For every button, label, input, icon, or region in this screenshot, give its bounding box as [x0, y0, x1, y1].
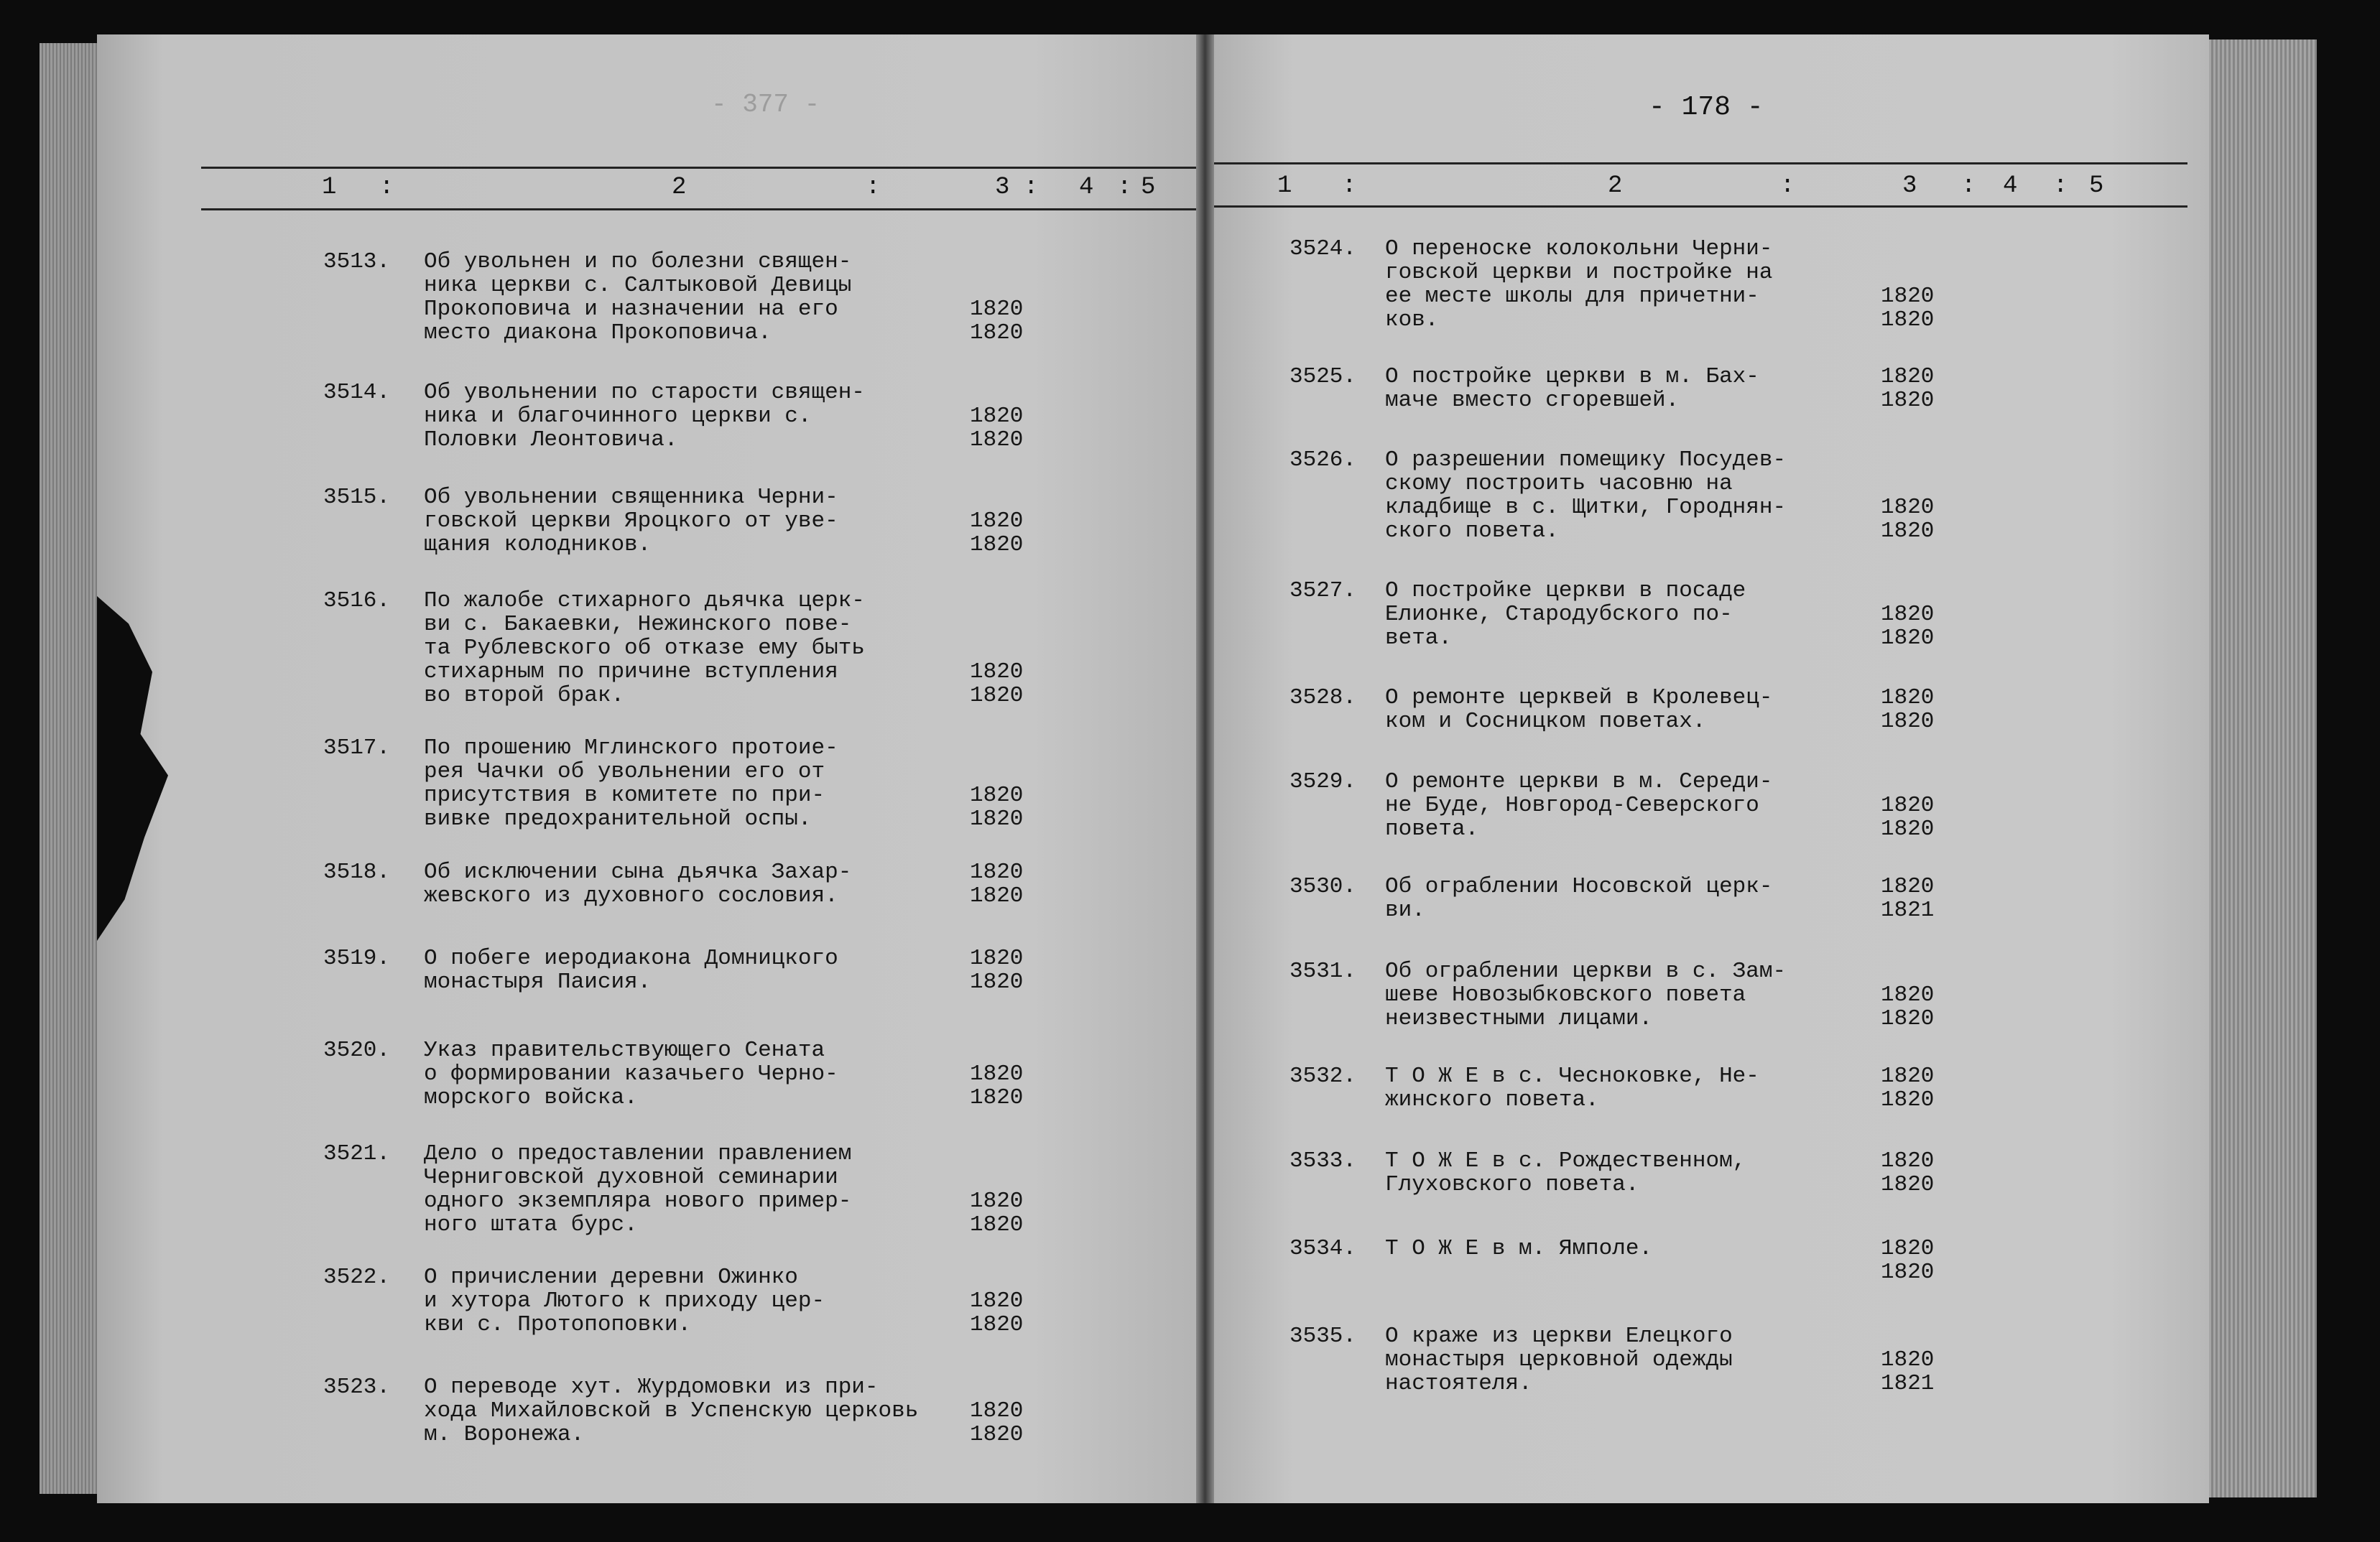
entry-years [970, 1289, 1023, 1337]
entry-year: 1820 [1881, 1172, 1935, 1197]
entry-year: 1820 [1881, 626, 1935, 651]
entry-description-line: О ремонте церкви в м. Середи- [1385, 769, 1773, 794]
ledger-entry [1289, 448, 1974, 543]
right-col-header-5: 5 [2089, 172, 2104, 200]
entry-number: 3525. [1289, 364, 1357, 389]
entry-year: 1820 [970, 683, 1024, 708]
entry-description [1385, 770, 1773, 841]
entry-description-line: ского повета. [1385, 519, 1559, 544]
entry-description-line: ком и Сосницком поветах. [1385, 709, 1706, 734]
entry-description-line: Указ правительствующего Сената [424, 1038, 825, 1063]
ledger-entry [323, 1039, 1063, 1110]
ledger-entry [323, 860, 1063, 908]
entry-years [1881, 1149, 1934, 1197]
right-col-sep: : [1961, 172, 1976, 200]
entry-description-line: ви. [1385, 898, 1425, 923]
entry-description-line: О побеге иеродиакона Домницкого [424, 946, 838, 971]
book-gutter [1196, 34, 1214, 1503]
ledger-entry [323, 1142, 1063, 1237]
ledger-entry [1289, 770, 1974, 841]
entry-description-line: присутствия в комитете по при- [424, 783, 825, 808]
entry-description [424, 947, 838, 994]
entry-number: 3530. [1289, 874, 1357, 899]
entry-number: 3527. [1289, 578, 1357, 603]
entry-description [424, 736, 838, 831]
entry-description-line: монастыря Паисия. [424, 970, 652, 995]
entry-description-line: маче вместо сгоревшей. [1385, 388, 1680, 413]
entry-year: 1820 [1881, 1087, 1935, 1113]
entry-description-line: неизвестными лицами. [1385, 1006, 1653, 1031]
entry-description-line: Об ограблении церкви в с. Зам- [1385, 959, 1787, 984]
entry-description-line: шеве Новозыбковского повета [1385, 983, 1746, 1008]
left-col-sep: : [1117, 174, 1132, 201]
entry-description-line: Черниговской духовной семинарии [424, 1165, 838, 1190]
entry-years [970, 1189, 1023, 1237]
ledger-entry [1289, 1236, 1974, 1285]
header-rule-top-left [201, 167, 1196, 169]
entry-description-line: монастыря церковной одежды [1385, 1347, 1733, 1373]
entry-years [1881, 983, 1934, 1031]
entry-description [1385, 237, 1773, 332]
entry-year: 1820 [1881, 1347, 1935, 1373]
header-rule-top-right [1214, 162, 2187, 164]
entry-year: 1820 [970, 883, 1024, 909]
entry-description-line: О разрешении помещику Посудев- [1385, 447, 1787, 473]
entry-description-line: стихарным по причине вступления [424, 659, 838, 684]
entry-description [1385, 960, 1786, 1031]
book-edge-left [40, 43, 97, 1494]
entry-description-line: не Буде, Новгород-Северского [1385, 793, 1759, 818]
ledger-entry [1289, 960, 1974, 1031]
ledger-entry [1289, 686, 1974, 733]
entry-year: 1820 [1881, 1064, 1935, 1089]
entry-description-line: ника и благочинного церкви с. [424, 404, 812, 429]
entry-number: 3513. [323, 249, 391, 274]
entry-description-line: кви с. Протопоповки. [424, 1312, 692, 1337]
entry-description-line: О ремонте церквей в Кролевец- [1385, 685, 1773, 710]
ledger-entry [323, 589, 1063, 707]
entry-description [1385, 875, 1773, 922]
entry-number: 3521. [323, 1141, 391, 1166]
entry-year: 1820 [1881, 284, 1935, 309]
entry-description-line: Об увольнен и по болезни священ- [424, 249, 852, 274]
entry-description [424, 250, 851, 345]
entry-description-line: вивке предохранительной оспы. [424, 807, 812, 832]
entry-description [424, 1142, 851, 1237]
entry-number: 3523. [323, 1375, 391, 1400]
entry-year: 1820 [970, 1288, 1024, 1314]
entry-year: 1820 [1881, 495, 1935, 520]
entry-description-line: Об увольнении священника Черни- [424, 485, 838, 510]
entry-description [424, 381, 865, 452]
entry-description [424, 486, 838, 557]
header-rule-bottom-left [201, 208, 1196, 210]
entry-description [424, 1265, 825, 1337]
ledger-entry [1289, 1324, 1974, 1395]
ledger-entry [323, 381, 1063, 452]
entry-description-line: О постройке церкви в посаде [1385, 578, 1746, 603]
entry-description-line: и хутора Лютого к приходу цер- [424, 1288, 825, 1314]
entry-description [1385, 1324, 1733, 1395]
entry-years [970, 660, 1023, 707]
entry-year: 1820 [970, 970, 1024, 995]
entry-description-line: вета. [1385, 626, 1453, 651]
entry-description-line: По прошению Мглинского протоие- [424, 735, 838, 761]
entry-description [424, 860, 851, 908]
entry-number: 3515. [323, 485, 391, 510]
entry-number: 3517. [323, 735, 391, 761]
right-col-sep: : [2053, 172, 2068, 200]
entry-year: 1820 [1881, 1148, 1935, 1174]
entry-description-line: Половки Леонтовича. [424, 427, 678, 452]
entry-description-line: ви с. Бакаевки, Нежинского пове- [424, 612, 852, 637]
entry-years [1881, 1348, 1934, 1395]
entry-description [1385, 579, 1746, 650]
entry-years [970, 1062, 1023, 1110]
entry-description [424, 1039, 838, 1110]
right-col-header-3: 3 [1902, 172, 1917, 200]
entry-year: 1820 [1881, 793, 1935, 818]
left-col-header-4: 4 [1079, 174, 1094, 201]
ledger-entry [323, 947, 1063, 994]
entry-number: 3514. [323, 380, 391, 405]
entry-years [970, 1399, 1023, 1446]
entry-number: 3524. [1289, 236, 1357, 261]
ledger-entry [323, 250, 1063, 345]
entry-description [1385, 686, 1773, 733]
ledger-entry [1289, 579, 1974, 650]
entry-years [970, 947, 1023, 994]
entry-year: 1820 [970, 1422, 1024, 1447]
entry-description-line: Т О Ж Е в с. Рождественном, [1385, 1148, 1746, 1174]
entry-number: 3518. [323, 860, 391, 885]
entry-years [1881, 1064, 1934, 1112]
entry-description-line: жевского из духовного сословия. [424, 883, 838, 909]
entry-number: 3532. [1289, 1064, 1357, 1089]
entry-description-line: одного экземпляра нового пример- [424, 1189, 852, 1214]
entry-description-line: ного штата бурс. [424, 1212, 638, 1237]
book-edge-right [2209, 40, 2317, 1497]
entry-description-line: о формировании казачьего Черно- [424, 1062, 838, 1087]
entry-year: 1821 [1881, 898, 1935, 923]
entry-years [1881, 603, 1934, 650]
entry-description-line: та Рублевского об отказе ему быть [424, 636, 865, 661]
entry-year: 1820 [970, 659, 1024, 684]
entry-number: 3531. [1289, 959, 1357, 984]
entry-years [1881, 875, 1934, 922]
entry-year: 1820 [1881, 1236, 1935, 1261]
entry-description-line: морского войска. [424, 1085, 638, 1110]
left-col-sep: : [379, 174, 394, 201]
entry-year: 1820 [970, 532, 1024, 557]
entry-description-line: скому построить часовню на [1385, 471, 1733, 496]
entry-year: 1820 [970, 404, 1024, 429]
entry-year: 1820 [1881, 983, 1935, 1008]
entry-number: 3522. [323, 1265, 391, 1290]
entry-year: 1820 [1881, 1006, 1935, 1031]
entry-description-line: жинского повета. [1385, 1087, 1599, 1113]
entry-number: 3534. [1289, 1236, 1357, 1261]
entry-description [1385, 1064, 1759, 1112]
entry-year: 1820 [1881, 685, 1935, 710]
page-number: - 178 - [1649, 92, 1764, 123]
entry-description-line: настоятеля. [1385, 1371, 1532, 1396]
entry-year: 1820 [970, 860, 1024, 885]
entry-years [970, 404, 1023, 452]
ledger-entry [1289, 237, 1974, 332]
entry-description-line: О переноске колокольни Черни- [1385, 236, 1773, 261]
entry-description [424, 589, 865, 707]
entry-number: 3533. [1289, 1148, 1357, 1174]
left-col-sep: : [1024, 174, 1039, 201]
entry-description-line: О постройке церкви в м. Бах- [1385, 364, 1759, 389]
entry-year: 1820 [970, 807, 1024, 832]
left-col-header-3: 3 [995, 174, 1010, 201]
entry-years [970, 784, 1023, 831]
right-col-header-1: 1 [1277, 172, 1292, 200]
entry-description-line: щания колодников. [424, 532, 652, 557]
right-col-sep: : [1780, 172, 1795, 200]
entry-description-line: Т О Ж Е в с. Чесноковке, Не- [1385, 1064, 1759, 1089]
entry-year: 1820 [1881, 364, 1935, 389]
entry-description-line: во второй брак. [424, 683, 625, 708]
ledger-entry [323, 1265, 1063, 1337]
entry-year: 1820 [970, 946, 1024, 971]
entry-year: 1820 [1881, 709, 1935, 734]
entry-description [1385, 1237, 1652, 1260]
entry-years [1881, 1237, 1934, 1284]
entry-years [1881, 365, 1934, 412]
entry-description-line: О краже из церкви Елецкого [1385, 1324, 1733, 1349]
ledger-entry [323, 1375, 1063, 1446]
entry-number: 3529. [1289, 769, 1357, 794]
entry-year: 1820 [970, 297, 1024, 322]
entry-description-line: ков. [1385, 307, 1439, 333]
entry-number: 3535. [1289, 1324, 1357, 1349]
entry-year: 1820 [970, 783, 1024, 808]
entry-description-line: О причислении деревни Ожинко [424, 1265, 798, 1290]
entry-description [424, 1375, 918, 1446]
entry-number: 3526. [1289, 447, 1357, 473]
entry-description-line: По жалобе стихарного дьячка церк- [424, 588, 865, 613]
entry-description [1385, 1149, 1746, 1197]
entry-year: 1820 [970, 1085, 1024, 1110]
header-rule-bottom-right [1214, 205, 2187, 208]
ledger-entry [1289, 875, 1974, 922]
entry-description-line: рея Чачки об увольнении его от [424, 759, 825, 784]
entry-years [1881, 686, 1934, 733]
entry-year: 1820 [1881, 602, 1935, 627]
entry-number: 3528. [1289, 685, 1357, 710]
entry-number: 3519. [323, 946, 391, 971]
entry-year: 1820 [970, 1398, 1024, 1423]
entry-years [1881, 496, 1934, 543]
entry-description-line: Т О Ж Е в м. Ямполе. [1385, 1236, 1653, 1261]
entry-year: 1820 [970, 1312, 1024, 1337]
entry-year: 1820 [970, 427, 1024, 452]
entry-year: 1820 [1881, 1260, 1935, 1285]
entry-year: 1820 [970, 1212, 1024, 1237]
entry-years [970, 297, 1023, 345]
entry-description-line: говской церкви Яроцкого от уве- [424, 508, 838, 534]
right-col-header-2: 2 [1608, 172, 1623, 200]
right-col-sep: : [1342, 172, 1357, 200]
left-col-header-1: 1 [322, 174, 337, 201]
entry-year: 1820 [1881, 388, 1935, 413]
entry-description-line: Глуховского повета. [1385, 1172, 1639, 1197]
entry-year: 1820 [970, 1189, 1024, 1214]
ledger-entry [1289, 1064, 1974, 1112]
entry-year: 1820 [970, 1062, 1024, 1087]
entry-year: 1820 [1881, 307, 1935, 333]
entry-description-line: говской церкви и постройке на [1385, 260, 1773, 285]
entry-year: 1820 [970, 320, 1024, 345]
entry-description-line: хода Михайловской в Успенскую церковь [424, 1398, 919, 1423]
ledger-entry [323, 486, 1063, 557]
entry-years [1881, 794, 1934, 841]
entry-number: 3520. [323, 1038, 391, 1063]
entry-description-line: ее месте школы для причетни- [1385, 284, 1759, 309]
entry-description-line: повета. [1385, 817, 1479, 842]
entry-years [970, 860, 1023, 908]
entry-description [1385, 448, 1786, 543]
entry-description-line: Елионке, Стародубского по- [1385, 602, 1733, 627]
entry-description-line: Прокоповича и назначении на его [424, 297, 838, 322]
entry-description-line: Об ограблении Носовской церк- [1385, 874, 1773, 899]
entry-years [1881, 284, 1934, 332]
left-col-header-2: 2 [672, 174, 687, 201]
entry-description-line: ника церкви с. Салтыковой Девицы [424, 273, 852, 298]
right-col-header-4: 4 [2003, 172, 2018, 200]
ledger-entry [1289, 1149, 1974, 1197]
entry-year: 1820 [1881, 519, 1935, 544]
entry-description-line: кладбище в с. Щитки, Городнян- [1385, 495, 1787, 520]
entry-year: 1820 [970, 508, 1024, 534]
entry-number: 3516. [323, 588, 391, 613]
entry-description-line: место диакона Прокоповича. [424, 320, 772, 345]
entry-description [1385, 365, 1759, 412]
entry-year: 1821 [1881, 1371, 1935, 1396]
entry-year: 1820 [1881, 874, 1935, 899]
bleed-through-page-number: - 377 - [711, 90, 820, 119]
ledger-entry [323, 736, 1063, 831]
ledger-entry [1289, 365, 1974, 412]
entry-description-line: Дело о предоставлении правлением [424, 1141, 852, 1166]
entry-description-line: м. Воронежа. [424, 1422, 585, 1447]
left-col-header-5: 5 [1141, 174, 1156, 201]
entry-description-line: Об исключении сына дьячка Захар- [424, 860, 852, 885]
entry-description-line: О переводе хут. Журдомовки из при- [424, 1375, 879, 1400]
entry-years [970, 509, 1023, 557]
entry-description-line: Об увольнении по старости священ- [424, 380, 865, 405]
entry-year: 1820 [1881, 817, 1935, 842]
left-col-sep: : [866, 174, 881, 201]
